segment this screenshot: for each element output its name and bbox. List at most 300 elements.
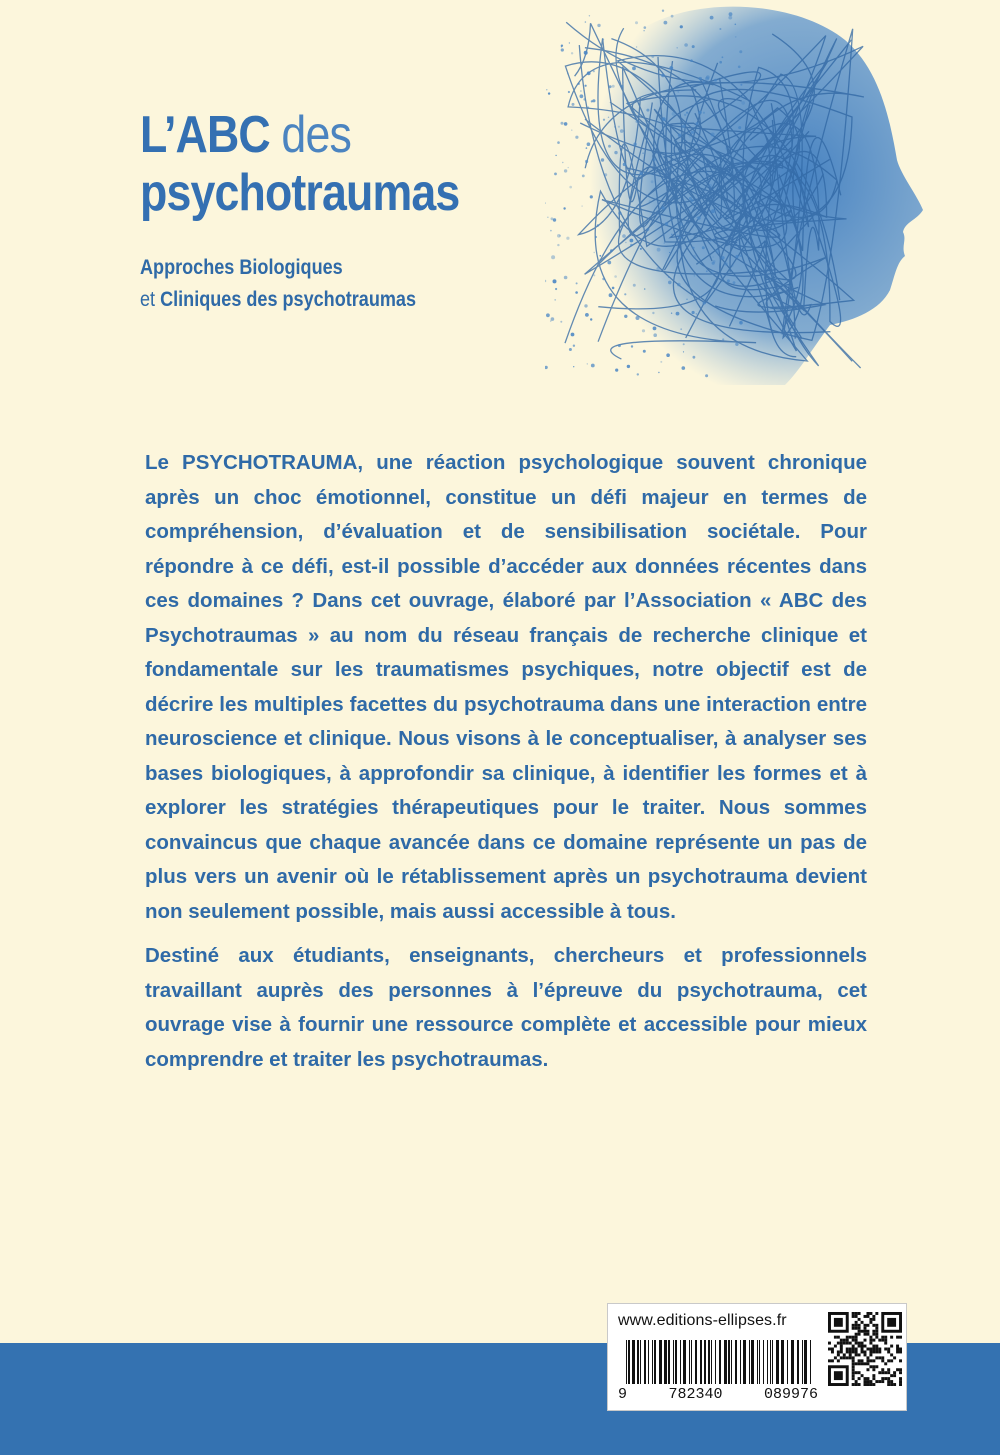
particle-dot	[651, 180, 654, 183]
particle-dot	[735, 255, 738, 258]
particle-dot	[735, 343, 738, 346]
qr-module	[899, 1383, 902, 1386]
qr-module	[858, 1345, 861, 1348]
particle-dot	[682, 366, 686, 370]
qr-module	[858, 1342, 861, 1345]
particle-dot	[711, 133, 715, 137]
barcode-bar	[628, 1340, 630, 1384]
particle-dot	[564, 122, 568, 126]
particle-dot	[645, 127, 647, 129]
qr-module	[849, 1353, 852, 1356]
qr-module	[881, 1336, 884, 1339]
book-subtitle	[140, 252, 501, 316]
particle-dot	[601, 158, 604, 161]
qr-module	[884, 1339, 887, 1342]
qr-module	[834, 1336, 837, 1339]
particle-dot	[585, 160, 588, 163]
qr-module	[884, 1362, 887, 1365]
qr-module	[858, 1327, 861, 1330]
barcode-bar	[804, 1340, 807, 1384]
particle-dot	[739, 50, 742, 53]
qr-module	[840, 1348, 843, 1351]
qr-module	[858, 1362, 861, 1365]
particle-dot	[564, 276, 568, 280]
particle-dot	[702, 246, 705, 249]
qr-module	[840, 1350, 843, 1353]
qr-module	[875, 1365, 878, 1368]
title-des: des	[281, 106, 351, 164]
particle-dot	[607, 261, 611, 265]
particle-dot	[649, 200, 651, 202]
qr-module	[884, 1342, 887, 1345]
qr-module	[855, 1321, 858, 1324]
qr-module	[872, 1315, 875, 1318]
particle-dot	[587, 107, 589, 109]
qr-module	[861, 1362, 864, 1365]
publisher-website[interactable]: www.editions-ellipses.fr	[618, 1312, 787, 1329]
particle-dot	[609, 85, 612, 88]
particle-dot	[686, 112, 688, 114]
qr-module	[846, 1342, 849, 1345]
barcode-bar	[654, 1340, 656, 1384]
particle-dot	[656, 267, 660, 271]
qr-module	[872, 1339, 875, 1342]
qr-module	[890, 1380, 893, 1383]
particle-dot	[585, 313, 589, 317]
particle-dot	[637, 373, 639, 375]
qr-module	[852, 1356, 855, 1359]
particle-dot	[560, 321, 562, 323]
qr-module	[855, 1353, 858, 1356]
particle-dot	[642, 152, 644, 154]
qr-module	[855, 1383, 858, 1386]
qr-module	[896, 1350, 899, 1353]
particle-dot	[627, 365, 630, 368]
qr-module	[831, 1348, 834, 1351]
qr-module	[837, 1342, 840, 1345]
particle-dot	[698, 111, 701, 114]
particle-dot	[669, 66, 673, 70]
qr-module	[852, 1324, 855, 1327]
particle-dot	[547, 217, 548, 218]
qr-module	[864, 1380, 867, 1383]
qr-code-icon[interactable]	[828, 1312, 902, 1386]
qr-module	[893, 1371, 896, 1374]
particle-dot	[690, 59, 693, 62]
qr-module	[852, 1327, 855, 1330]
barcode-bar	[767, 1340, 768, 1384]
qr-module	[855, 1312, 858, 1315]
qr-module	[899, 1348, 902, 1351]
barcode-bar	[648, 1340, 649, 1384]
particle-dot	[551, 217, 554, 220]
particle-dot	[557, 141, 560, 144]
qr-module	[861, 1374, 864, 1377]
particle-dot	[694, 275, 696, 277]
qr-module	[855, 1362, 858, 1365]
qr-module	[837, 1350, 840, 1353]
particle-dot	[666, 353, 670, 357]
qr-module	[872, 1383, 875, 1386]
qr-module	[872, 1359, 875, 1362]
particle-dot	[684, 43, 688, 47]
qr-module	[887, 1348, 890, 1351]
isbn-first: 9	[618, 1386, 628, 1403]
qr-module	[872, 1348, 875, 1351]
qr-module	[875, 1327, 878, 1330]
qr-module	[881, 1339, 884, 1342]
qr-module	[872, 1365, 875, 1368]
qr-module	[875, 1356, 878, 1359]
qr-module	[875, 1324, 878, 1327]
qr-module	[872, 1374, 875, 1377]
qr-module	[893, 1356, 896, 1359]
book-title-line1	[140, 106, 501, 164]
particle-dot	[573, 366, 574, 367]
qr-module	[881, 1371, 884, 1374]
isbn-group1: 782340	[668, 1386, 723, 1403]
barcode-bar	[680, 1340, 681, 1384]
qr-module	[878, 1356, 881, 1359]
qr-module	[858, 1353, 861, 1356]
qr-module	[887, 1380, 890, 1383]
qr-module	[861, 1345, 864, 1348]
qr-module	[881, 1380, 884, 1383]
particle-dot	[555, 155, 556, 156]
qr-module	[872, 1333, 875, 1336]
qr-module	[887, 1371, 890, 1374]
qr-module	[872, 1330, 875, 1333]
particle-dot	[584, 51, 588, 55]
barcode-bar	[683, 1340, 686, 1384]
qr-module	[875, 1380, 878, 1383]
subtitle-line2-text: Cliniques des psychotraumas	[160, 288, 417, 311]
qr-module	[864, 1362, 867, 1365]
particle-dot	[671, 313, 672, 314]
particle-dot	[710, 241, 711, 242]
barcode-bar	[772, 1340, 773, 1384]
qr-module	[852, 1350, 855, 1353]
barcode-bar	[640, 1340, 641, 1384]
qr-module	[866, 1359, 869, 1362]
qr-module	[855, 1371, 858, 1374]
barcode-bar	[668, 1340, 670, 1384]
particle-dot	[706, 171, 707, 172]
qr-module	[869, 1312, 872, 1315]
qr-module	[899, 1371, 902, 1374]
particle-dot	[733, 144, 734, 145]
particle-dot	[608, 145, 611, 148]
qr-module	[875, 1345, 878, 1348]
particle-dot	[551, 317, 555, 321]
qr-module	[866, 1333, 869, 1336]
qr-module	[869, 1342, 872, 1345]
particle-dot	[623, 163, 626, 166]
particle-dot	[703, 302, 706, 305]
qr-module	[872, 1377, 875, 1380]
particle-dot	[584, 304, 587, 307]
particle-dot	[581, 205, 582, 206]
particle-dot	[724, 262, 728, 266]
qr-module	[840, 1339, 843, 1342]
qr-module	[875, 1336, 878, 1339]
qr-finder	[887, 1318, 896, 1327]
particle-dot	[632, 67, 636, 71]
qr-module	[864, 1315, 867, 1318]
qr-module	[861, 1359, 864, 1362]
qr-module	[866, 1380, 869, 1383]
particle-dot	[692, 311, 695, 314]
qr-module	[896, 1336, 899, 1339]
particle-dot	[710, 270, 713, 273]
qr-module	[878, 1380, 881, 1383]
blurb-prefix: Le	[145, 451, 169, 474]
particle-dot	[612, 287, 615, 290]
particle-dot	[589, 15, 590, 16]
barcode-bar	[644, 1340, 646, 1384]
qr-module	[869, 1318, 872, 1321]
barcode-bar	[749, 1340, 750, 1384]
particle-dot	[646, 109, 649, 112]
qr-module	[890, 1374, 893, 1377]
qr-module	[878, 1350, 881, 1353]
particle-dot	[608, 117, 609, 118]
particle-dot	[672, 112, 676, 116]
particle-dot	[571, 130, 572, 131]
particle-dot	[562, 162, 563, 163]
particle-dot	[624, 293, 626, 295]
particle-dot	[735, 24, 737, 26]
particle-dot	[660, 361, 662, 363]
particle-dot	[653, 333, 657, 337]
particle-dot	[740, 322, 742, 324]
qr-module	[837, 1353, 840, 1356]
qr-module	[855, 1324, 858, 1327]
particle-dot	[729, 155, 731, 157]
particle-dot	[545, 366, 548, 369]
qr-module	[869, 1350, 872, 1353]
qr-module	[869, 1353, 872, 1356]
particle-dot	[643, 30, 644, 31]
particle-dot	[719, 61, 722, 64]
particle-dot	[682, 125, 685, 128]
qr-module	[846, 1356, 849, 1359]
particle-dot	[713, 256, 714, 257]
barcode-bar	[802, 1340, 803, 1384]
barcode-bar	[759, 1340, 760, 1384]
particle-dot	[671, 234, 672, 235]
cover-title-block	[140, 106, 560, 316]
particle-dot	[693, 356, 696, 359]
particle-dot	[571, 333, 575, 337]
particle-dot	[561, 122, 564, 125]
qr-module	[864, 1377, 867, 1380]
particle-dot	[716, 250, 720, 254]
particle-dot	[686, 299, 687, 300]
particle-dot	[568, 91, 570, 93]
qr-module	[846, 1336, 849, 1339]
qr-module	[843, 1353, 846, 1356]
qr-module	[869, 1383, 872, 1386]
blurb-paragraph-1	[145, 446, 867, 929]
particle-dot	[551, 255, 555, 259]
qr-module	[849, 1336, 852, 1339]
qr-module	[852, 1312, 855, 1315]
particle-dot	[614, 151, 617, 154]
barcode-bar	[743, 1340, 746, 1384]
particle-dot	[631, 345, 633, 347]
qr-module	[899, 1359, 902, 1362]
particle-dot	[677, 235, 679, 237]
particle-dot	[677, 91, 679, 93]
qr-module	[858, 1377, 861, 1380]
particle-dot	[683, 343, 685, 345]
qr-module	[858, 1333, 861, 1336]
qr-module	[843, 1339, 846, 1342]
particle-dot	[741, 133, 743, 135]
particle-dot	[714, 79, 717, 82]
particle-dot	[618, 126, 620, 128]
particle-dot	[692, 45, 695, 48]
particle-dot	[646, 228, 649, 231]
barcode-bar	[731, 1340, 732, 1384]
qr-finder	[834, 1371, 843, 1380]
particle-dot	[569, 186, 572, 189]
particle-dot	[683, 236, 684, 237]
barcode-bar	[704, 1340, 706, 1384]
particle-dot	[609, 293, 613, 297]
qr-module	[858, 1318, 861, 1321]
qr-module	[837, 1359, 840, 1362]
qr-module	[828, 1342, 831, 1345]
particle-dot	[689, 197, 692, 200]
particle-dot	[689, 134, 693, 138]
particle-dot	[708, 174, 710, 176]
qr-module	[890, 1353, 893, 1356]
particle-dot	[706, 270, 708, 272]
particle-dot	[732, 265, 734, 267]
particle-dot	[604, 173, 607, 176]
particle-dot	[670, 219, 672, 221]
particle-dot	[710, 16, 714, 20]
particle-dot	[688, 239, 690, 241]
particle-dot	[653, 158, 656, 161]
qr-module	[864, 1327, 867, 1330]
barcode-bar	[719, 1340, 721, 1384]
qr-module	[858, 1330, 861, 1333]
particle-dot	[699, 77, 702, 80]
particle-dot	[610, 249, 613, 252]
particle-dot	[593, 70, 595, 72]
particle-dot	[571, 52, 573, 54]
barcode-bar	[691, 1340, 692, 1384]
qr-module	[890, 1359, 893, 1362]
particle-dot	[652, 312, 654, 314]
particle-dot	[599, 255, 601, 257]
barcode-bar	[659, 1340, 662, 1384]
qr-module	[878, 1348, 881, 1351]
qr-module	[849, 1350, 852, 1353]
qr-module	[852, 1359, 855, 1362]
particle-dot	[644, 288, 646, 290]
qr-module	[887, 1383, 890, 1386]
qr-module	[878, 1339, 881, 1342]
qr-module	[855, 1333, 858, 1336]
qr-module	[869, 1336, 872, 1339]
qr-module	[861, 1348, 864, 1351]
qr-module	[858, 1324, 861, 1327]
qr-module	[855, 1348, 858, 1351]
particle-dot	[603, 119, 605, 121]
qr-module	[852, 1383, 855, 1386]
qr-module	[864, 1350, 867, 1353]
particle-dot	[643, 350, 646, 353]
particle-dot	[713, 238, 715, 240]
subtitle-line1: Approches Biologiques	[140, 256, 343, 279]
qr-module	[872, 1324, 875, 1327]
qr-module	[884, 1348, 887, 1351]
particle-dot	[615, 369, 618, 372]
particle-dot	[668, 276, 670, 278]
particle-dot	[736, 116, 740, 120]
subtitle-et: et	[140, 288, 156, 311]
particle-dot	[618, 344, 621, 347]
barcode-bar	[708, 1340, 710, 1384]
qr-module	[846, 1339, 849, 1342]
qr-module	[840, 1342, 843, 1345]
qr-module	[866, 1377, 869, 1380]
particle-dot	[602, 278, 605, 281]
book-title-line2: psychotraumas	[140, 164, 460, 222]
particle-dot	[550, 230, 552, 232]
qr-finder	[834, 1318, 843, 1327]
blurb	[145, 446, 867, 1087]
blurb-paragraph-1-text: , une réaction psychologique souvent chronique après un choc émotionnel, constitue un défi majeur en termes de compréhension, d’évaluation et de sensibilisation sociétale. Pour répondre à ce défi, est-il possible d’accéder aux données récentes dans ces domaines ? Dans cet ouvrage, élaboré par l’Association « ABC des Psychotraumas » au nom du réseau français de recherche clinique et fondamentale sur les traumatismes psychiques, notre objectif est de décrire les multiples facettes du psychotrauma dans une interaction entre neuroscience et clinique. Nous visons à le conceptualiser, à analyser ses bases biologiques, à approfondir sa clinique, à identifier les formes et à explorer les stratégies thérapeutiques pour le traiter. Nous sommes convaincus que chaque avancée dans ce domaine représente un pas de plus vers un avenir où le rétablissement après un psychotrauma devient non seulement possible, mais aussi accessible à tous.	[145, 451, 867, 923]
particle-dot	[722, 56, 724, 58]
particle-dot	[590, 318, 592, 320]
particle-dot	[729, 12, 733, 16]
particle-dot	[587, 363, 588, 364]
qr-module	[866, 1324, 869, 1327]
qr-module	[855, 1336, 858, 1339]
qr-module	[837, 1336, 840, 1339]
particle-dot	[662, 117, 666, 121]
particle-dot	[722, 338, 724, 340]
particle-dot	[684, 114, 686, 116]
particle-dot	[593, 274, 595, 276]
particle-dot	[614, 126, 615, 127]
qr-module	[864, 1345, 867, 1348]
particle-dot	[705, 374, 708, 377]
qr-module	[896, 1368, 899, 1371]
particle-dot	[569, 348, 572, 351]
qr-module	[875, 1333, 878, 1336]
particle-dot	[680, 25, 683, 28]
particle-dot	[738, 169, 740, 171]
qr-module	[861, 1350, 864, 1353]
particle-dot	[678, 134, 682, 138]
publisher-label	[607, 1303, 907, 1411]
particle-dot	[548, 92, 550, 94]
qr-module	[864, 1383, 867, 1386]
qr-module	[872, 1368, 875, 1371]
particle-dot	[563, 207, 565, 209]
particle-dot	[585, 85, 587, 87]
qr-module	[849, 1342, 852, 1345]
qr-module	[866, 1315, 869, 1318]
particle-dot	[553, 279, 557, 283]
particle-dot	[602, 39, 604, 41]
